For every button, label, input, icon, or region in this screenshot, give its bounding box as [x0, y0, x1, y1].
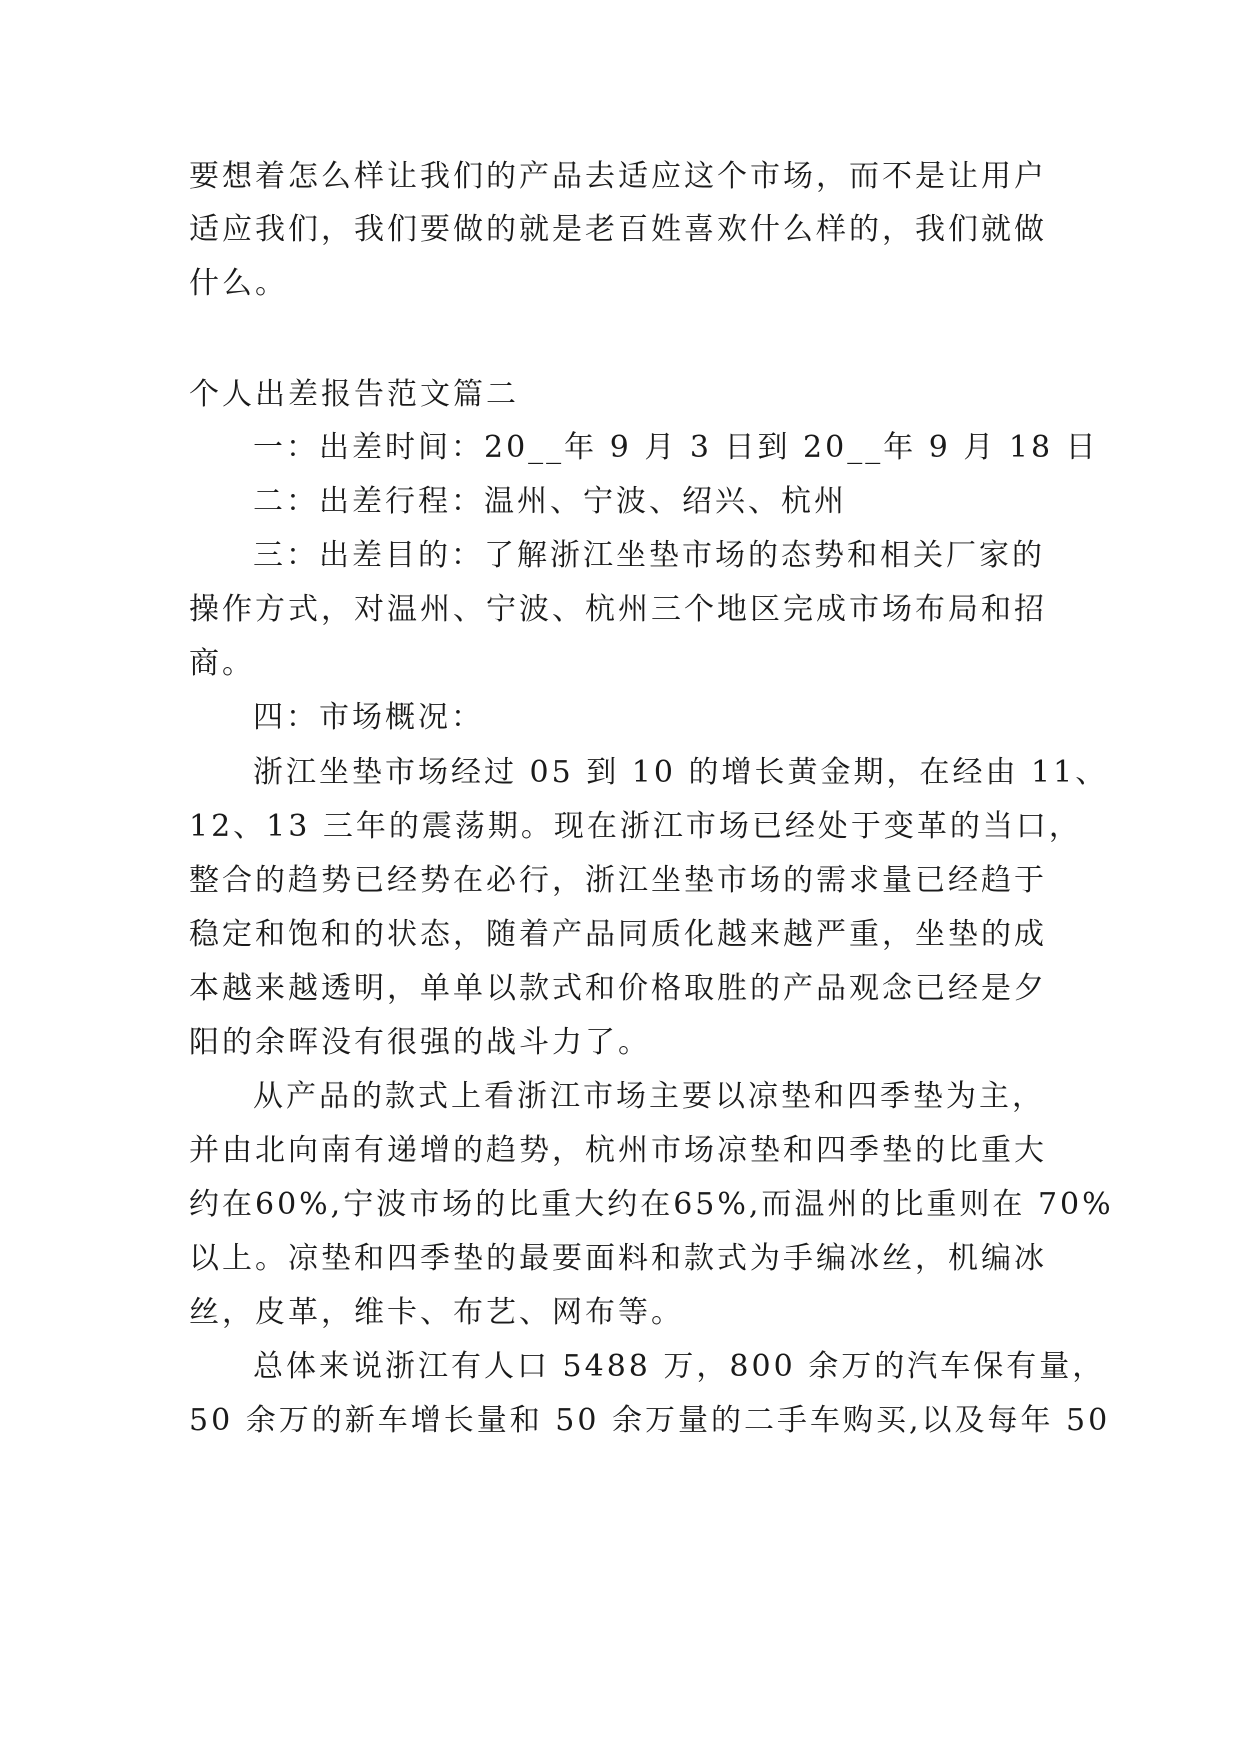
body-text-line: 什么。: [189, 266, 288, 301]
body-text-line: 要想着怎么样让我们的产品去适应这个市场，而不是让用户: [189, 159, 1047, 194]
body-text-line: 约在60%,宁波市场的比重大约在65%,而温州的比重则在 70%: [189, 1187, 1114, 1222]
body-text-line: 从产品的款式上看浙江市场主要以凉垫和四季垫为主，: [253, 1079, 1045, 1114]
body-text-line: 本越来越透明，单单以款式和价格取胜的产品观念已经是夕: [189, 971, 1047, 1006]
body-text-line: 并由北向南有递增的趋势，杭州市场凉垫和四季垫的比重大: [189, 1133, 1047, 1168]
body-text-line: 适应我们，我们要做的就是老百姓喜欢什么样的，我们就做: [189, 212, 1047, 247]
body-text-line: 总体来说浙江有人口 5488 万，800 余万的汽车保有量，: [253, 1349, 1106, 1384]
body-text-line: 50 余万的新车增长量和 50 余万量的二手车购买,以及每年 50: [189, 1403, 1111, 1438]
body-text-line: 整合的趋势已经势在必行，浙江坐垫市场的需求量已经趋于: [189, 863, 1047, 898]
body-text-line: 操作方式，对温州、宁波、杭州三个地区完成市场布局和招: [189, 592, 1047, 627]
section-heading: 个人出差报告范文篇二: [189, 377, 519, 412]
body-text-line: 商。: [189, 646, 255, 681]
body-text-line: 丝，皮革，维卡、布艺、网布等。: [189, 1295, 684, 1330]
body-text-line: 12、13 三年的震荡期。现在浙江市场已经处于变革的当口，: [189, 809, 1082, 844]
body-text-line: 稳定和饱和的状态，随着产品同质化越来越严重，坐垫的成: [189, 917, 1047, 952]
trip-time-line: 一：出差时间：20__年 9 月 3 日到 20__年 9 月 18 日: [253, 430, 1099, 465]
trip-purpose-line: 三：出差目的：了解浙江坐垫市场的态势和相关厂家的: [253, 538, 1045, 573]
body-text-line: 阳的余晖没有很强的战斗力了。: [189, 1025, 651, 1060]
trip-route-line: 二：出差行程：温州、宁波、绍兴、杭州: [253, 484, 847, 519]
body-text-line: 以上。凉垫和四季垫的最要面料和款式为手编冰丝，机编冰: [189, 1241, 1047, 1276]
market-overview-heading: 四：市场概况：: [253, 700, 484, 735]
body-text-line: 浙江坐垫市场经过 05 到 10 的增长黄金期，在经由 11、: [253, 755, 1109, 790]
